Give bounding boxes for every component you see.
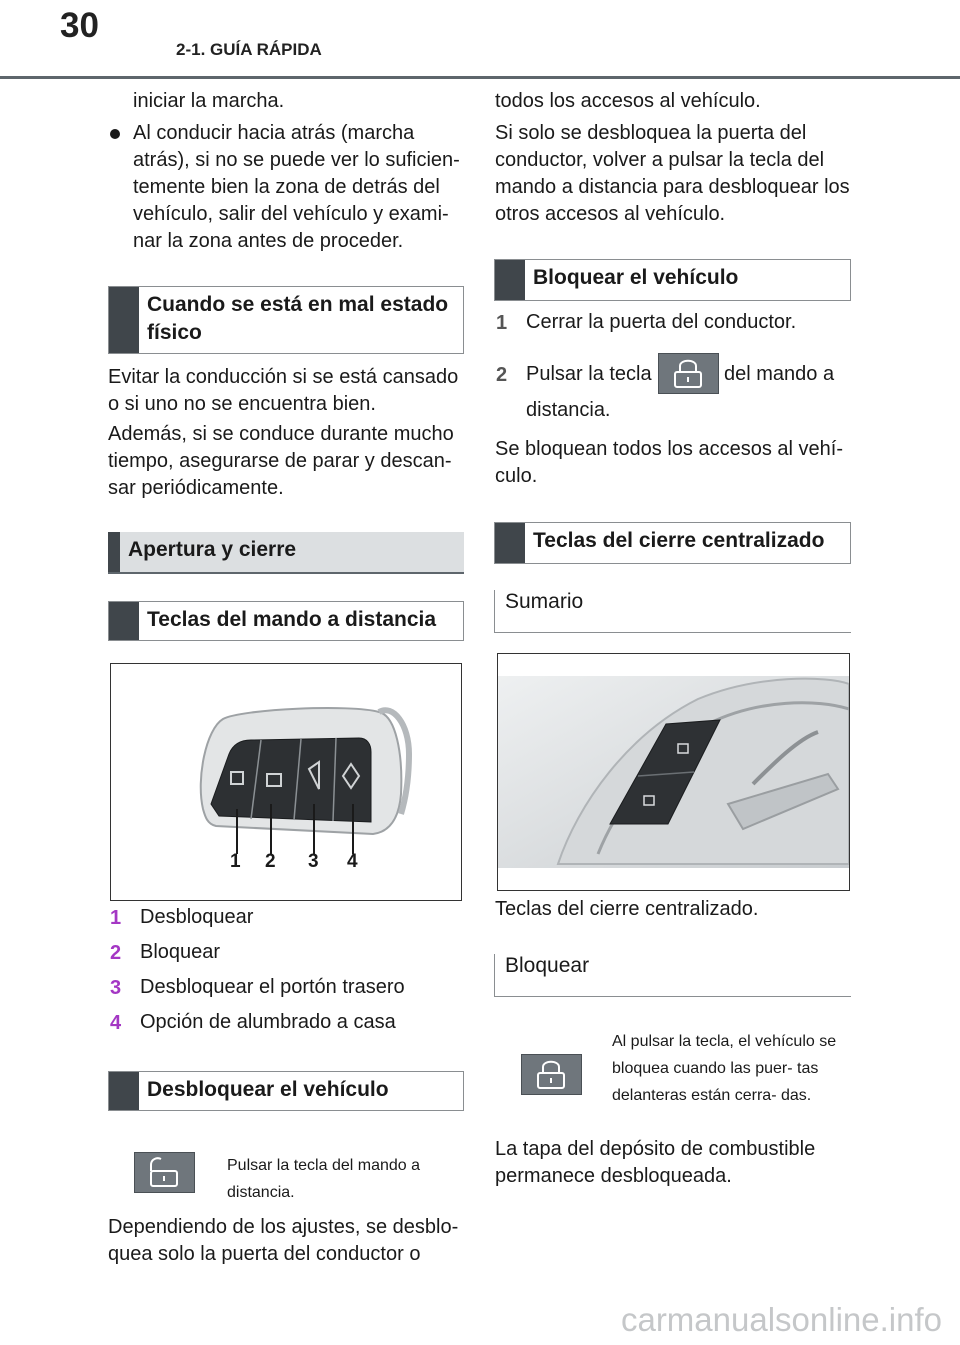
section-text: Apertura y cierre — [128, 538, 297, 561]
door-panel-illustration — [498, 654, 849, 890]
key-list-num-1: 1 — [110, 907, 122, 929]
heading-teclas-mando — [108, 601, 464, 641]
lock-note: Al pulsar la tecla, el vehículo se bloquea cuando las puer- tas delanteras están cerra- das. — [612, 1033, 837, 1104]
step-2-num: 2 — [496, 364, 508, 386]
evitar-paragraph: Evitar la conducción si se está cansado o si uno no se encuentra bien. — [108, 366, 459, 415]
heading-bar — [109, 287, 139, 353]
callout-1: 1 — [230, 851, 241, 872]
key-list-num-2: 2 — [110, 942, 122, 964]
step-1-text: Cerrar la puerta del conductor. — [526, 311, 797, 333]
heading-mal-estado — [108, 286, 464, 354]
central-locking-figure — [497, 653, 850, 891]
dependiendo-paragraph: Dependiendo de los ajustes, se desblo- quea solo la puerta del conductor o — [108, 1216, 459, 1265]
heading-teclas-cierre — [494, 522, 851, 564]
se-bloquean-paragraph: Se bloquean todos los accesos al vehí- culo. — [495, 438, 843, 487]
step-2-continuation: distancia. — [526, 399, 611, 421]
key-list-label-4: Opción de alumbrado a casa — [140, 1011, 396, 1033]
figure-caption: Teclas del cierre centralizado. — [495, 898, 759, 920]
ademas-paragraph: Además, si se conduce durante mucho tiempo, asegurarse de parar y descan- sar periódicamente. — [108, 423, 454, 499]
heading-text: Desbloquear el vehículo — [147, 1078, 389, 1101]
bullet-dot — [110, 129, 120, 139]
subheading-text: Sumario — [505, 590, 584, 613]
heading-bar — [109, 1072, 139, 1110]
key-fob-illustration — [111, 664, 461, 900]
key-fob-figure — [110, 663, 462, 901]
lock-key-icon-inline — [658, 353, 719, 394]
heading-bar — [109, 602, 139, 640]
callout-2: 2 — [265, 851, 276, 872]
callout-3: 3 — [308, 851, 319, 872]
key-list-label-1: Desbloquear — [140, 906, 254, 928]
si-solo-paragraph: Si solo se desbloquea la puerta del conductor, volver a pulsar la tecla del mando a distancia para desbloquear los otros accesos al vehículo. — [495, 122, 850, 225]
todos-paragraph: todos los accesos al vehículo. — [495, 90, 761, 112]
heading-bloquear-vehiculo — [494, 259, 851, 301]
key-list-label-2: Bloquear — [140, 941, 221, 963]
lock-key-icon — [521, 1054, 582, 1095]
heading-text: Teclas del mando a distancia — [147, 608, 437, 631]
key-list-label-3: Desbloquear el portón trasero — [140, 976, 405, 998]
heading-desbloquear — [108, 1071, 464, 1111]
heading-bar — [495, 260, 525, 300]
step-2-post-text: del mando a — [724, 363, 835, 385]
bullet-text: Al conducir hacia atrás (marcha atrás), si no se puede ver lo suficien- temente bien la zona de detrás del vehículo, salir del vehículo y exami- nar la zona antes de proceder. — [133, 122, 460, 252]
section-apertura — [108, 532, 464, 574]
key-list-num-4: 4 — [110, 1012, 122, 1034]
subheading-bloquear — [494, 954, 851, 997]
page-number: 30 — [60, 6, 99, 45]
subheading-sumario — [494, 590, 851, 633]
unlock-key-icon — [134, 1152, 195, 1193]
step-1-num: 1 — [496, 312, 508, 334]
subheading-text: Bloquear — [505, 954, 590, 977]
step-2-pre-text: Pulsar la tecla — [526, 363, 652, 385]
heading-text: Cuando se está en mal estado físico — [147, 293, 449, 344]
header-rule — [0, 76, 960, 79]
section-bar — [108, 532, 120, 572]
key-list-num-3: 3 — [110, 977, 122, 999]
heading-text: Teclas del cierre centralizado — [533, 529, 825, 552]
heading-text: Bloquear el vehículo — [533, 266, 739, 289]
tapa-paragraph: La tapa del depósito de combustible permanece desbloqueada. — [495, 1138, 816, 1187]
intro-text: iniciar la marcha. — [133, 90, 285, 112]
callout-4: 4 — [347, 851, 358, 872]
section-header-title: 2-1. GUÍA RÁPIDA — [176, 40, 322, 59]
unlock-note: Pulsar la tecla del mando a distancia. — [227, 1157, 420, 1201]
watermark: carmanualsonline.info — [620, 1301, 942, 1338]
heading-bar — [495, 523, 525, 563]
